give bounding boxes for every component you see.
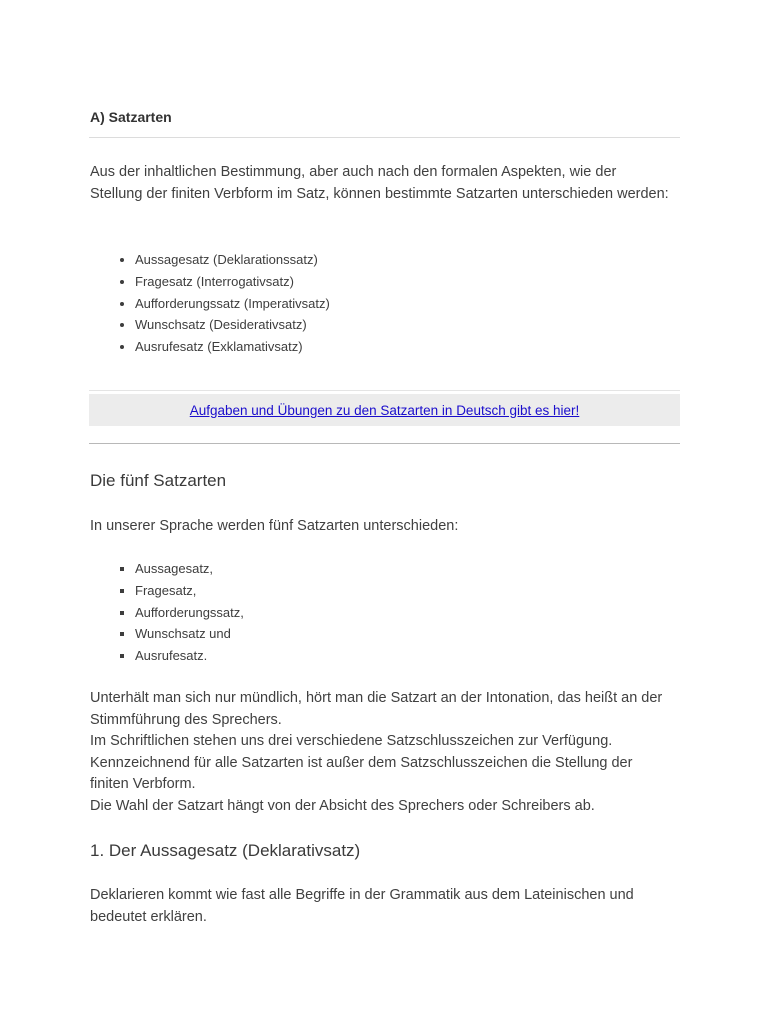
list-item: ▪ Wunschsatz und	[135, 623, 244, 645]
divider	[89, 443, 680, 444]
list-item: • Fragesatz (Interrogativsatz)	[135, 271, 330, 293]
paragraph-line: Die Wahl der Satzart hängt von der Absicht des Sprechers oder Schreibers ab.	[90, 797, 595, 814]
paragraph-line: Kennzeichnend für alle Satzarten ist außer dem Satzschlusszeichen die Stellung der finiten Verbform.	[90, 754, 633, 792]
list-item: ▪ Aussagesatz,	[135, 558, 244, 580]
list-item: • Aufforderungssatz (Imperativsatz)	[135, 293, 330, 315]
intonation-paragraph	[90, 688, 670, 817]
declarative-paragraph: Deklarieren kommt wie fast alle Begriffe in der Grammatik aus dem Lateinischen und bedeutet erklären.	[90, 887, 634, 925]
exercise-link[interactable]: Aufgaben und Übungen zu den Satzarten in Deutsch gibt es hier!	[189, 402, 580, 418]
list-item: ▪ Ausrufesatz.	[135, 645, 244, 667]
five-types-intro: In unserer Sprache werden fünf Satzarten unterschieden:	[90, 518, 459, 534]
sentence-types-list	[90, 249, 330, 358]
list-item: ▪ Fragesatz,	[135, 580, 244, 602]
intro-paragraph: Aus der inhaltlichen Bestimmung, aber auch nach den formalen Aspekten, wie der Stellung der finiten Verbform im Satz, können bestimmte Satzarten unterschieden werden:	[90, 164, 669, 202]
section-title: A) Satzarten	[90, 109, 172, 125]
list-item: • Aussagesatz (Deklarationssatz)	[135, 249, 330, 271]
list-item: • Wunschsatz (Desiderativsatz)	[135, 314, 330, 336]
heading-declarative: 1. Der Aussagesatz (Deklarativsatz)	[90, 841, 361, 860]
paragraph-line: Unterhält man sich nur mündlich, hört man die Satzart an der Intonation, das heißt an der Stimmführung des Sprechers.	[90, 690, 663, 728]
five-types-list	[90, 558, 244, 667]
divider	[89, 137, 680, 138]
divider	[89, 390, 680, 391]
heading-five-types: Die fünf Satzarten	[90, 471, 227, 490]
exercise-link-box	[89, 394, 680, 426]
list-item: • Ausrufesatz (Exklamativsatz)	[135, 336, 330, 358]
list-item: ▪ Aufforderungssatz,	[135, 602, 244, 624]
paragraph-line: Im Schriftlichen stehen uns drei verschiedene Satzschlusszeichen zur Verfügung.	[90, 733, 613, 749]
